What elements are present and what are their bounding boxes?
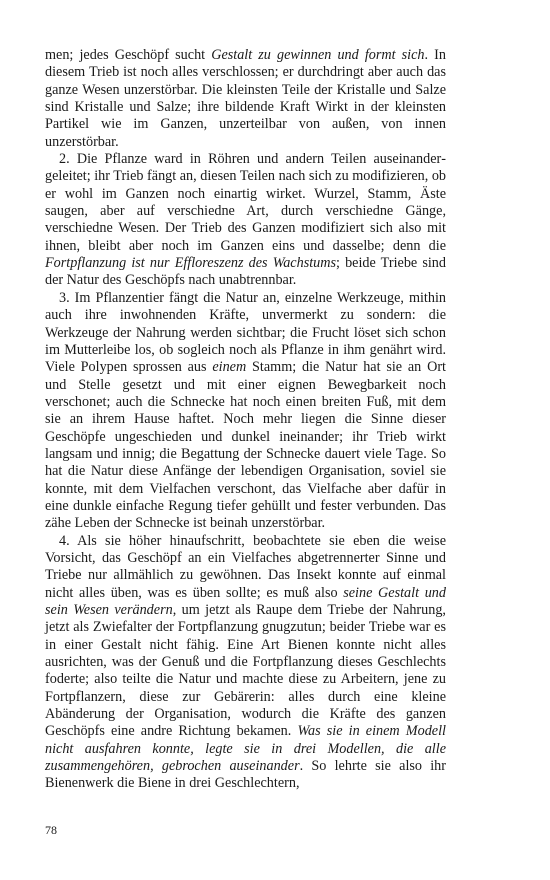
page-number: 78 [45, 823, 57, 837]
paragraph-4 [45, 533, 446, 793]
paragraph-3 [45, 290, 446, 533]
paragraph-1 [45, 47, 446, 151]
book-page-body [45, 47, 446, 793]
paragraph-4-emphasis: Was sie in einem Modell nicht ausfahren konnte, legte sie in drei Modellen, die alle zusammengehören, gebrochen auseinander [45, 723, 446, 775]
paragraph-4-text: , um jetzt als Raupe dem Triebe der Nahrung, jetzt als Zwiefalter der Fortpflanzung gnugzutun; beider Triebe war es in einer Gestalt nicht fähig. Eine Art Bienen konnte nicht alles ausrichten, was der Genuß und die Fortpflanzung dieses Geschlechts foderte; also teilte die Natur und machte diese zu Arbeitern, jene zu Fortpflanzern, diese zur Gebärerin: alles durch eine kleine Abänderung der Organisation, wodurch die Kräfte des ganzen Geschöpfs eine andre Richtung bekamen. [45, 602, 446, 740]
paragraph-2 [45, 151, 446, 290]
paragraph-2-text: ; beide Triebe sind der Natur des Geschöpfs nach unabtrennbar. [45, 255, 446, 289]
paragraph-1-text: men; jedes Geschöpf sucht [45, 47, 212, 63]
paragraph-4-emphasis: seine Gestalt und sein Wesen verändern [45, 584, 446, 618]
paragraph-4-text: 4. Als sie höher hinaufschritt, beobachtete sie eben die weise Vorsicht, das Geschöpf an ein Vielfaches abgetrennerter Sinne und Triebe nur allmählich zu gewöhnen. Das Insekt konnte auf einmal nicht alles üben, was es üben sollte; es muß also [45, 532, 446, 601]
paragraph-3-emphasis: einem [212, 359, 247, 376]
paragraph-3-text: 3. Im Pflanzentier fängt die Natur an, einzelne Werkzeuge, mithin auch ihre inwohnenden Kräfte, unvermerkt zu sondern: die Werkzeuge der Nahrung werden sichtbar; die Frucht löset sich schon im Mutterleibe los, ob sogleich noch als Pflanze in ihm genährt wird. Viele Polypen sprossen aus [45, 289, 446, 376]
paragraph-1-text: . In diesem Trieb ist noch alles verschlossen; er durchdringt aber auch das ganze Wesen unzerstörbar. Die kleinsten Teile der Kristalle und Salze sind Kristalle und Salze; ihre bildende Kraft Wirkt in der kleinsten Partikel wie im Ganzen, unzerteilbar von außen, von innen unzerstörbar. [45, 47, 446, 150]
paragraph-2-text: 2. Die Pflanze ward in Röhren und andern Teilen auseinandergeleitet; ihr Trieb fängt an, diesen Teilen nach sich zu modifizieren, ob er wohl im Ganzen noch einartig wirket. Wurzel, Stamm, Äste saugen, aber auf verschiedne Art, durch verschiedne Gänge, verschiedne Wesen. Der Trieb des Ganzen modifiziert sich also mit ihnen, bleibt aber noch im Ganzen eins und dasselbe; denn die [45, 151, 447, 254]
paragraph-2-emphasis: Fortpflanzung ist nur Effloreszenz des Wachstums [45, 255, 337, 272]
paragraph-4-text: . So lehrte sie also ihr Bienenwerk die Biene in drei Geschlechtern, [45, 758, 447, 792]
paragraph-3-text: Stamm; die Natur hat sie an Ort und Stelle gesetzt und mit einer eignen Bewegbarkeit noch verschonet; auch die Schnecke hat noch einen breiten Fuß, mit dem sie an ihrem Hause haftet. Noch mehr liegen die Sinne dieser Geschöpfe ungeschieden und dunkel ineinander; ihr Trieb wirkt langsam und innig; die Begattung der Schnecke dauert viele Tage. So hat die Natur diese Anfänge der lebendigen Organisation, soviel sie konnte, mit dem Vielfachen verschont, das Vielfache aber dafür in eine dunkle einfache Regung tiefer gehüllt und fester verbunden. Das zähe Leben der Schnecke ist beinah unzerstörbar. [45, 359, 446, 532]
paragraph-1-emphasis: Gestalt zu gewinnen und formt sich [211, 47, 425, 63]
